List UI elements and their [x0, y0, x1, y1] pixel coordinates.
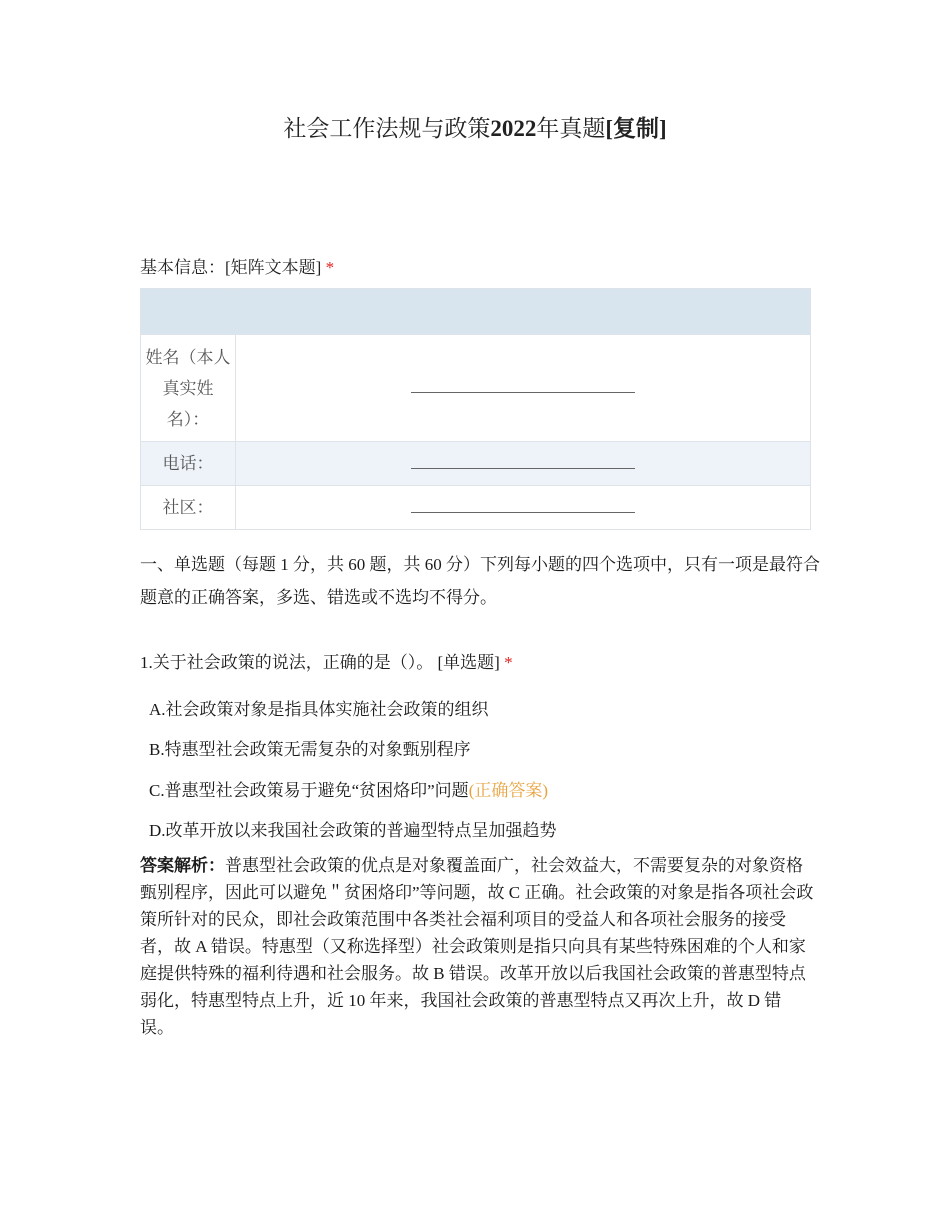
answer-analysis	[140, 852, 815, 1041]
title-suffix: 年真题	[536, 116, 606, 141]
community-blank-line	[411, 502, 635, 513]
name-input[interactable]	[236, 335, 811, 442]
question-title	[140, 648, 513, 673]
phone-input[interactable]	[236, 442, 811, 486]
name-label: 姓名（本人真实姓名）：	[141, 335, 236, 442]
option-b[interactable]: B.特惠型社会政策无需复杂的对象甄别程序	[149, 740, 471, 759]
option-c[interactable]	[149, 776, 548, 801]
title-year: 2022	[490, 116, 537, 141]
matrix-row-community	[141, 486, 811, 530]
option-a[interactable]: A.社会政策对象是指具体实施社会政策的组织	[149, 700, 489, 719]
basic-info-text: 基本信息：[矩阵文本题]	[140, 258, 322, 277]
option-c-text: C.普惠型社会政策易于避免“贫困烙印”问题	[149, 781, 469, 800]
analysis-label: 答案解析：	[140, 856, 225, 875]
matrix-header-row	[141, 289, 811, 335]
question-text: 1.关于社会政策的说法，正确的是（）。 [单选题]	[140, 653, 500, 672]
phone-blank-line	[411, 458, 635, 469]
basic-info-matrix	[140, 288, 811, 530]
name-blank-line	[411, 382, 635, 393]
title-text: 社会工作法规与政策	[283, 116, 491, 141]
matrix-row-name	[141, 335, 811, 442]
community-input[interactable]	[236, 486, 811, 530]
required-mark: *	[325, 258, 335, 277]
page-title	[0, 110, 950, 143]
phone-label: 电话：	[141, 442, 236, 486]
copy-link[interactable]: [复制]	[605, 116, 667, 141]
section-intro: 一、单选题（每题 1 分，共 60 题，共 60 分）下列每小题的四个选项中，只有一项是最符合题意的正确答案，多选、错选或不选均不得分。	[140, 555, 820, 607]
matrix-header-cell	[141, 289, 236, 335]
required-mark: *	[504, 653, 513, 672]
correct-answer-tag: (正确答案)	[468, 781, 549, 800]
matrix-header-cell	[236, 289, 811, 335]
analysis-text: 普惠型社会政策的优点是对象覆盖面广，社会效益大，不需要复杂的对象资格甄别程序，因此可以避免＂贫困烙印”等问题，故 C 正确。社会政策的对象是指各项社会政策所针对的民众，即社会政策范围中各类社会福利项目的受益人和各项社会服务的接受者，故 A 错误。特惠型（又称选择型）社会政策则是指只向具有某些特殊困难的个人和家庭提供特殊的福利待遇和社会服务。故 B 错误。改革开放以后我国社会政策的普惠型特点弱化，特惠型特点上升，近 10 年来，我国社会政策的普惠型特点又再次上升，故 D 错误。	[140, 856, 814, 1037]
option-d[interactable]: D.改革开放以来我国社会政策的普遍型特点呈加强趋势	[149, 821, 557, 840]
basic-info-label	[140, 253, 334, 278]
matrix-row-phone	[141, 442, 811, 486]
community-label: 社区：	[141, 486, 236, 530]
